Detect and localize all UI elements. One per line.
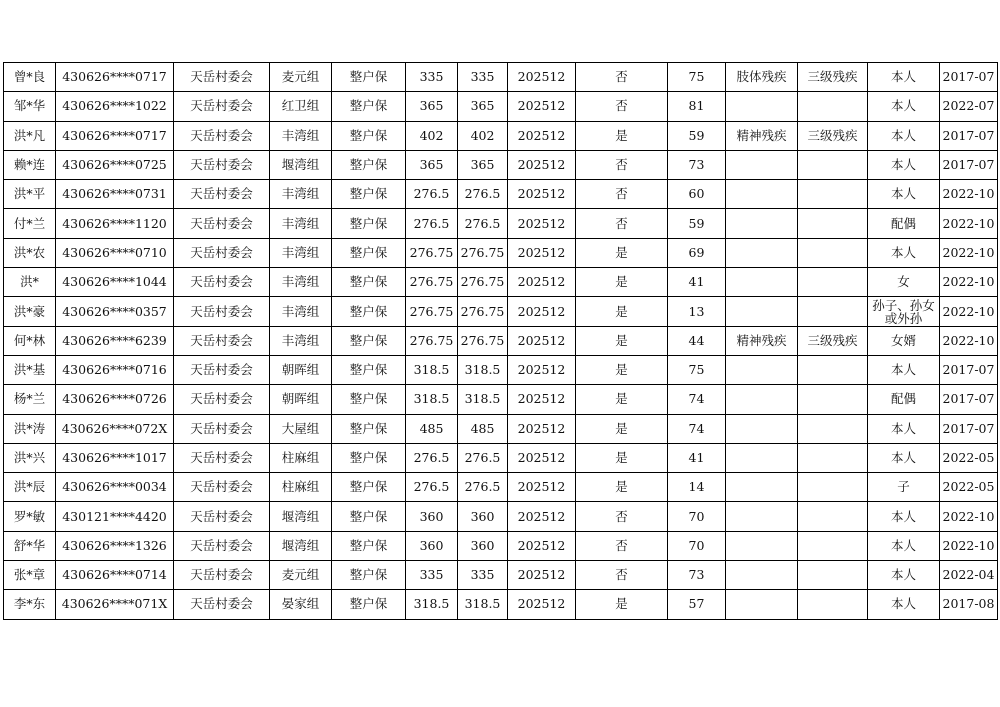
cell-aid-type: 整户保 (332, 385, 406, 414)
table-row (4, 561, 998, 590)
assistance-table (3, 62, 998, 620)
cell-period: 202512 (508, 326, 576, 355)
cell-relation: 本人 (868, 238, 940, 267)
cell-name: 洪*凡 (4, 121, 56, 150)
cell-age: 69 (668, 238, 726, 267)
cell-name: 杨*兰 (4, 385, 56, 414)
cell-age: 59 (668, 121, 726, 150)
cell-aid-type: 整户保 (332, 63, 406, 92)
cell-relation: 本人 (868, 502, 940, 531)
cell-village-committee: 天岳村委会 (174, 443, 270, 472)
table-row (4, 92, 998, 121)
cell-disability-type (726, 473, 798, 502)
cell-start-date: 2022-10 (940, 531, 998, 560)
cell-group: 麦元组 (270, 561, 332, 590)
cell-relation: 女 (868, 268, 940, 297)
cell-aid-type: 整户保 (332, 150, 406, 179)
cell-amount-b: 365 (458, 92, 508, 121)
table-row (4, 297, 998, 326)
cell-disability-level (798, 590, 868, 619)
cell-period: 202512 (508, 92, 576, 121)
cell-disability-type: 肢体残疾 (726, 63, 798, 92)
cell-period: 202512 (508, 443, 576, 472)
cell-relation: 本人 (868, 121, 940, 150)
cell-flag: 否 (576, 502, 668, 531)
cell-id-number: 430626****0731 (56, 180, 174, 209)
cell-flag: 是 (576, 326, 668, 355)
cell-disability-type (726, 238, 798, 267)
cell-name: 洪*兴 (4, 443, 56, 472)
cell-name: 赖*连 (4, 150, 56, 179)
cell-name: 邹*华 (4, 92, 56, 121)
cell-period: 202512 (508, 180, 576, 209)
cell-disability-type (726, 502, 798, 531)
cell-flag: 否 (576, 180, 668, 209)
cell-name: 洪*辰 (4, 473, 56, 502)
cell-age: 14 (668, 473, 726, 502)
cell-start-date: 2022-07 (940, 92, 998, 121)
cell-aid-type: 整户保 (332, 121, 406, 150)
cell-flag: 是 (576, 238, 668, 267)
cell-flag: 是 (576, 297, 668, 326)
table-row (4, 121, 998, 150)
cell-relation: 配偶 (868, 385, 940, 414)
cell-disability-level (798, 180, 868, 209)
cell-id-number: 430626****0034 (56, 473, 174, 502)
cell-name: 曾*良 (4, 63, 56, 92)
cell-period: 202512 (508, 63, 576, 92)
cell-disability-type (726, 209, 798, 238)
cell-flag: 否 (576, 63, 668, 92)
cell-disability-level (798, 238, 868, 267)
cell-id-number: 430626****0717 (56, 121, 174, 150)
cell-id-number: 430626****0716 (56, 355, 174, 384)
table-row (4, 502, 998, 531)
cell-disability-level: 三级残疾 (798, 63, 868, 92)
cell-period: 202512 (508, 502, 576, 531)
cell-amount-a: 402 (406, 121, 458, 150)
cell-aid-type: 整户保 (332, 590, 406, 619)
cell-flag: 否 (576, 92, 668, 121)
cell-group: 丰湾组 (270, 209, 332, 238)
cell-name: 洪*农 (4, 238, 56, 267)
cell-group: 丰湾组 (270, 121, 332, 150)
cell-aid-type: 整户保 (332, 473, 406, 502)
cell-aid-type: 整户保 (332, 502, 406, 531)
table-row (4, 385, 998, 414)
cell-group: 红卫组 (270, 92, 332, 121)
cell-id-number: 430626****1326 (56, 531, 174, 560)
cell-disability-level (798, 414, 868, 443)
cell-age: 74 (668, 414, 726, 443)
table-row (4, 238, 998, 267)
cell-relation: 孙子、孙女或外孙 (868, 297, 940, 326)
cell-village-committee: 天岳村委会 (174, 502, 270, 531)
cell-id-number: 430626****0357 (56, 297, 174, 326)
table-row (4, 180, 998, 209)
cell-village-committee: 天岳村委会 (174, 297, 270, 326)
cell-amount-b: 335 (458, 561, 508, 590)
cell-period: 202512 (508, 531, 576, 560)
cell-disability-level: 三级残疾 (798, 326, 868, 355)
cell-start-date: 2017-07 (940, 63, 998, 92)
cell-disability-level (798, 385, 868, 414)
cell-aid-type: 整户保 (332, 297, 406, 326)
cell-village-committee: 天岳村委会 (174, 355, 270, 384)
cell-disability-type: 精神残疾 (726, 326, 798, 355)
cell-flag: 否 (576, 209, 668, 238)
cell-group: 晏家组 (270, 590, 332, 619)
cell-start-date: 2022-05 (940, 443, 998, 472)
cell-flag: 否 (576, 150, 668, 179)
cell-disability-type (726, 268, 798, 297)
cell-group: 朝晖组 (270, 385, 332, 414)
cell-village-committee: 天岳村委会 (174, 561, 270, 590)
cell-age: 74 (668, 385, 726, 414)
cell-aid-type: 整户保 (332, 443, 406, 472)
cell-id-number: 430626****6239 (56, 326, 174, 355)
cell-amount-b: 318.5 (458, 590, 508, 619)
table-row (4, 414, 998, 443)
cell-group: 丰湾组 (270, 268, 332, 297)
cell-start-date: 2017-07 (940, 414, 998, 443)
cell-age: 13 (668, 297, 726, 326)
cell-aid-type: 整户保 (332, 326, 406, 355)
cell-age: 41 (668, 268, 726, 297)
cell-aid-type: 整户保 (332, 531, 406, 560)
cell-period: 202512 (508, 355, 576, 384)
cell-flag: 是 (576, 414, 668, 443)
cell-name: 何*林 (4, 326, 56, 355)
cell-start-date: 2022-10 (940, 268, 998, 297)
cell-relation: 本人 (868, 590, 940, 619)
cell-age: 81 (668, 92, 726, 121)
cell-amount-a: 318.5 (406, 385, 458, 414)
cell-village-committee: 天岳村委会 (174, 180, 270, 209)
table-row (4, 473, 998, 502)
cell-group: 柱麻组 (270, 473, 332, 502)
cell-relation: 本人 (868, 92, 940, 121)
cell-amount-a: 365 (406, 150, 458, 179)
table-row (4, 268, 998, 297)
cell-relation: 子 (868, 473, 940, 502)
cell-village-committee: 天岳村委会 (174, 92, 270, 121)
cell-amount-b: 485 (458, 414, 508, 443)
cell-flag: 是 (576, 121, 668, 150)
cell-group: 丰湾组 (270, 297, 332, 326)
cell-group: 堰湾组 (270, 502, 332, 531)
cell-start-date: 2017-07 (940, 355, 998, 384)
cell-period: 202512 (508, 385, 576, 414)
cell-name: 洪*平 (4, 180, 56, 209)
cell-period: 202512 (508, 590, 576, 619)
cell-disability-level (798, 531, 868, 560)
cell-amount-a: 276.75 (406, 297, 458, 326)
cell-id-number: 430626****072X (56, 414, 174, 443)
cell-period: 202512 (508, 209, 576, 238)
cell-group: 麦元组 (270, 63, 332, 92)
cell-village-committee: 天岳村委会 (174, 414, 270, 443)
cell-relation: 本人 (868, 531, 940, 560)
cell-amount-a: 485 (406, 414, 458, 443)
table-row (4, 63, 998, 92)
cell-name: 舒*华 (4, 531, 56, 560)
cell-amount-b: 335 (458, 63, 508, 92)
cell-relation: 本人 (868, 443, 940, 472)
cell-disability-level (798, 355, 868, 384)
cell-aid-type: 整户保 (332, 238, 406, 267)
cell-disability-level (798, 443, 868, 472)
table-row (4, 326, 998, 355)
cell-period: 202512 (508, 561, 576, 590)
cell-amount-a: 360 (406, 502, 458, 531)
cell-id-number: 430121****4420 (56, 502, 174, 531)
cell-id-number: 430626****0710 (56, 238, 174, 267)
cell-age: 70 (668, 531, 726, 560)
cell-amount-a: 318.5 (406, 590, 458, 619)
cell-flag: 是 (576, 473, 668, 502)
cell-aid-type: 整户保 (332, 561, 406, 590)
cell-id-number: 430626****1017 (56, 443, 174, 472)
cell-village-committee: 天岳村委会 (174, 63, 270, 92)
table-body (4, 63, 998, 620)
table-row (4, 209, 998, 238)
cell-start-date: 2022-10 (940, 238, 998, 267)
cell-period: 202512 (508, 121, 576, 150)
cell-village-committee: 天岳村委会 (174, 150, 270, 179)
cell-flag: 是 (576, 443, 668, 472)
cell-group: 朝晖组 (270, 355, 332, 384)
cell-relation: 本人 (868, 561, 940, 590)
cell-flag: 否 (576, 561, 668, 590)
cell-flag: 是 (576, 268, 668, 297)
cell-start-date: 2017-08 (940, 590, 998, 619)
cell-amount-b: 318.5 (458, 385, 508, 414)
cell-village-committee: 天岳村委会 (174, 590, 270, 619)
cell-village-committee: 天岳村委会 (174, 268, 270, 297)
cell-amount-a: 318.5 (406, 355, 458, 384)
cell-name: 付*兰 (4, 209, 56, 238)
cell-village-committee: 天岳村委会 (174, 121, 270, 150)
cell-relation: 本人 (868, 150, 940, 179)
cell-amount-a: 360 (406, 531, 458, 560)
cell-amount-a: 335 (406, 561, 458, 590)
cell-name: 罗*敏 (4, 502, 56, 531)
cell-period: 202512 (508, 414, 576, 443)
cell-id-number: 430626****071X (56, 590, 174, 619)
cell-amount-b: 276.75 (458, 326, 508, 355)
cell-group: 大屋组 (270, 414, 332, 443)
cell-start-date: 2022-10 (940, 502, 998, 531)
cell-amount-a: 276.75 (406, 238, 458, 267)
cell-village-committee: 天岳村委会 (174, 531, 270, 560)
table-row (4, 531, 998, 560)
cell-amount-a: 276.75 (406, 268, 458, 297)
cell-relation: 本人 (868, 180, 940, 209)
cell-start-date: 2017-07 (940, 150, 998, 179)
cell-group: 堰湾组 (270, 150, 332, 179)
cell-village-committee: 天岳村委会 (174, 326, 270, 355)
cell-amount-a: 335 (406, 63, 458, 92)
cell-name: 洪*豪 (4, 297, 56, 326)
cell-amount-b: 318.5 (458, 355, 508, 384)
cell-id-number: 430626****0714 (56, 561, 174, 590)
cell-disability-type (726, 355, 798, 384)
cell-disability-level (798, 150, 868, 179)
cell-amount-a: 276.5 (406, 443, 458, 472)
cell-name: 李*东 (4, 590, 56, 619)
cell-name: 洪*涛 (4, 414, 56, 443)
cell-id-number: 430626****1044 (56, 268, 174, 297)
cell-aid-type: 整户保 (332, 414, 406, 443)
cell-age: 75 (668, 63, 726, 92)
cell-flag: 是 (576, 355, 668, 384)
cell-aid-type: 整户保 (332, 180, 406, 209)
cell-age: 60 (668, 180, 726, 209)
cell-disability-type (726, 180, 798, 209)
cell-aid-type: 整户保 (332, 209, 406, 238)
cell-village-committee: 天岳村委会 (174, 238, 270, 267)
cell-amount-b: 276.5 (458, 473, 508, 502)
cell-amount-b: 402 (458, 121, 508, 150)
cell-amount-b: 276.5 (458, 209, 508, 238)
cell-disability-level (798, 561, 868, 590)
cell-disability-type (726, 414, 798, 443)
cell-disability-type (726, 590, 798, 619)
table-row (4, 150, 998, 179)
cell-disability-level (798, 473, 868, 502)
cell-id-number: 430626****1120 (56, 209, 174, 238)
cell-period: 202512 (508, 297, 576, 326)
cell-start-date: 2022-10 (940, 297, 998, 326)
cell-start-date: 2022-05 (940, 473, 998, 502)
cell-flag: 是 (576, 590, 668, 619)
cell-age: 57 (668, 590, 726, 619)
cell-amount-b: 276.5 (458, 180, 508, 209)
cell-name: 张*章 (4, 561, 56, 590)
cell-start-date: 2017-07 (940, 121, 998, 150)
cell-disability-type (726, 561, 798, 590)
cell-relation: 女婿 (868, 326, 940, 355)
cell-age: 70 (668, 502, 726, 531)
table-row (4, 590, 998, 619)
cell-age: 73 (668, 150, 726, 179)
cell-age: 75 (668, 355, 726, 384)
cell-name: 洪* (4, 268, 56, 297)
table-row (4, 355, 998, 384)
cell-start-date: 2022-10 (940, 209, 998, 238)
cell-amount-b: 276.75 (458, 268, 508, 297)
cell-id-number: 430626****0726 (56, 385, 174, 414)
cell-amount-b: 276.75 (458, 297, 508, 326)
cell-group: 丰湾组 (270, 180, 332, 209)
cell-amount-b: 365 (458, 150, 508, 179)
cell-aid-type: 整户保 (332, 92, 406, 121)
cell-period: 202512 (508, 473, 576, 502)
cell-group: 堰湾组 (270, 531, 332, 560)
cell-id-number: 430626****1022 (56, 92, 174, 121)
cell-group: 丰湾组 (270, 238, 332, 267)
cell-disability-level (798, 268, 868, 297)
cell-disability-type (726, 150, 798, 179)
cell-village-committee: 天岳村委会 (174, 209, 270, 238)
cell-disability-type (726, 443, 798, 472)
cell-start-date: 2022-10 (940, 326, 998, 355)
cell-id-number: 430626****0717 (56, 63, 174, 92)
cell-age: 44 (668, 326, 726, 355)
cell-name: 洪*基 (4, 355, 56, 384)
cell-disability-type (726, 531, 798, 560)
cell-relation: 本人 (868, 355, 940, 384)
cell-start-date: 2022-04 (940, 561, 998, 590)
cell-age: 59 (668, 209, 726, 238)
cell-amount-b: 360 (458, 502, 508, 531)
cell-id-number: 430626****0725 (56, 150, 174, 179)
cell-village-committee: 天岳村委会 (174, 473, 270, 502)
cell-relation: 本人 (868, 414, 940, 443)
cell-amount-a: 365 (406, 92, 458, 121)
cell-aid-type: 整户保 (332, 355, 406, 384)
cell-amount-a: 276.75 (406, 326, 458, 355)
cell-flag: 否 (576, 531, 668, 560)
cell-amount-b: 360 (458, 531, 508, 560)
table-row (4, 443, 998, 472)
cell-amount-a: 276.5 (406, 209, 458, 238)
cell-disability-level (798, 502, 868, 531)
cell-age: 41 (668, 443, 726, 472)
cell-village-committee: 天岳村委会 (174, 385, 270, 414)
cell-disability-level (798, 92, 868, 121)
cell-relation: 配偶 (868, 209, 940, 238)
cell-aid-type: 整户保 (332, 268, 406, 297)
cell-disability-type (726, 297, 798, 326)
cell-period: 202512 (508, 268, 576, 297)
cell-amount-b: 276.75 (458, 238, 508, 267)
cell-disability-level: 三级残疾 (798, 121, 868, 150)
cell-start-date: 2022-10 (940, 180, 998, 209)
cell-disability-level (798, 297, 868, 326)
cell-group: 柱麻组 (270, 443, 332, 472)
cell-amount-a: 276.5 (406, 180, 458, 209)
cell-disability-type (726, 92, 798, 121)
cell-group: 丰湾组 (270, 326, 332, 355)
cell-disability-level (798, 209, 868, 238)
cell-amount-a: 276.5 (406, 473, 458, 502)
cell-disability-type (726, 385, 798, 414)
cell-start-date: 2017-07 (940, 385, 998, 414)
cell-amount-b: 276.5 (458, 443, 508, 472)
cell-relation: 本人 (868, 63, 940, 92)
cell-period: 202512 (508, 238, 576, 267)
cell-period: 202512 (508, 150, 576, 179)
cell-disability-type: 精神残疾 (726, 121, 798, 150)
cell-flag: 是 (576, 385, 668, 414)
cell-age: 73 (668, 561, 726, 590)
